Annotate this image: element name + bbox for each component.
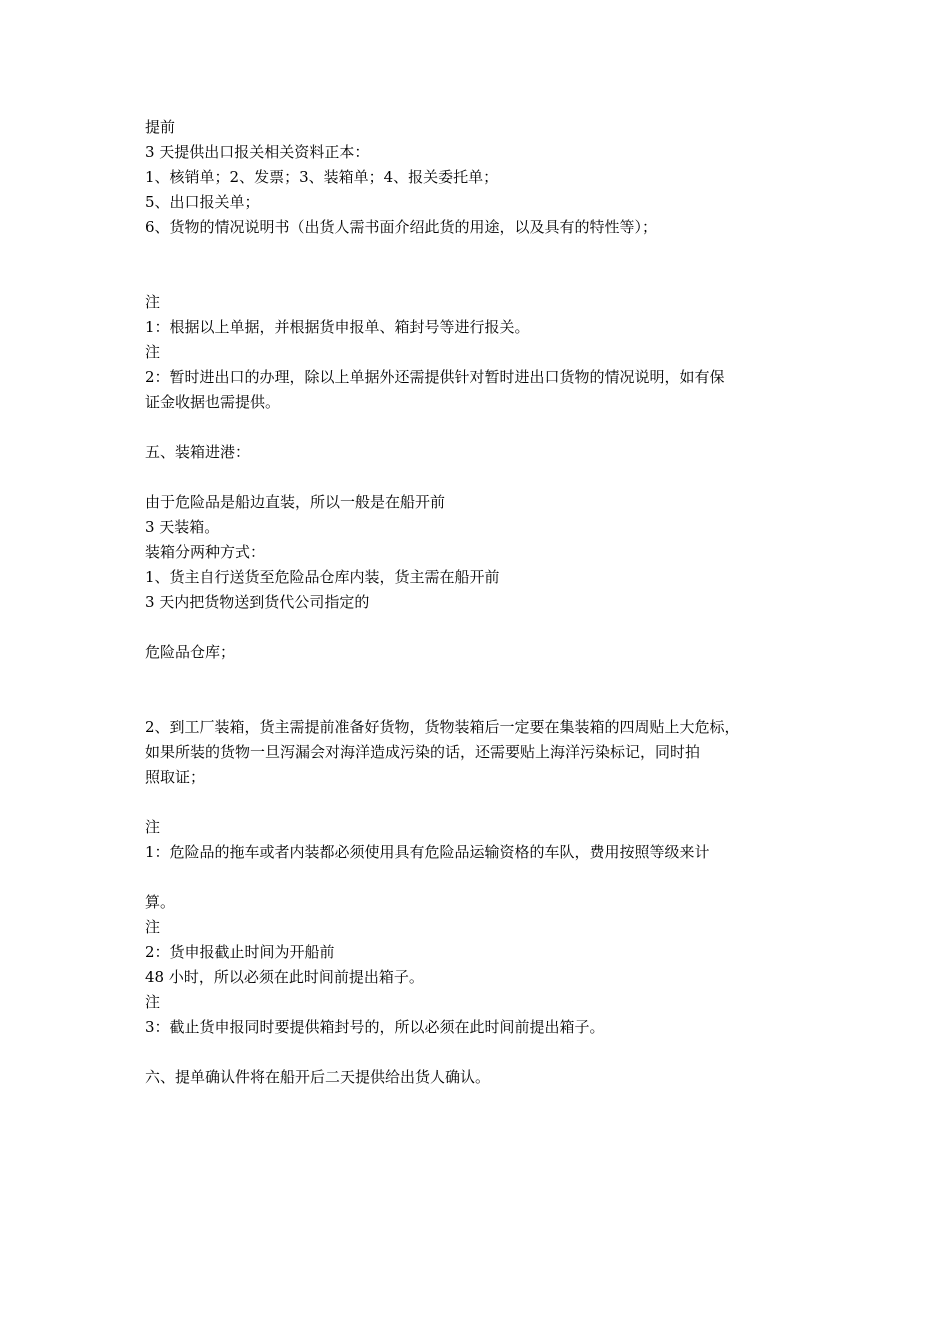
- note-label: 注: [145, 343, 161, 361]
- text-line: 3 天提供出口报关相关资料正本：: [145, 143, 370, 161]
- text-line: 3 天内把货物送到货代公司指定的: [145, 593, 370, 611]
- text-line: 装箱分两种方式：: [145, 543, 266, 561]
- text-line: 2：货申报截止时间为开船前: [145, 943, 335, 961]
- text-line: 1、核销单；2、发票；3、装箱单；4、报关委托单；: [145, 168, 499, 186]
- text-line: 算。: [145, 893, 176, 911]
- note-label: 注: [145, 818, 161, 836]
- text-line: 1：危险品的拖车或者内装都必须使用具有危险品运输资格的车队，费用按照等级来计: [145, 843, 710, 861]
- text-line: 照取证；: [145, 768, 206, 786]
- text-line: 3 天装箱。: [145, 518, 220, 536]
- text-line: 提前: [145, 118, 176, 136]
- text-line: 6、货物的情况说明书（出货人需书面介绍此货的用途，以及具有的特性等）；: [145, 218, 658, 236]
- text-line: 危险品仓库；: [145, 643, 236, 661]
- note-label: 注: [145, 993, 161, 1011]
- text-line: 2：暂时进出口的办理，除以上单据外还需提供针对暂时进出口货物的情况说明，如有保: [145, 368, 725, 386]
- text-line: 1：根据以上单据，并根据货申报单、箱封号等进行报关。: [145, 318, 530, 336]
- section-heading: 五、装箱进港：: [145, 443, 251, 461]
- note-label: 注: [145, 293, 161, 311]
- text-line: 证金收据也需提供。: [145, 393, 281, 411]
- note-label: 注: [145, 918, 161, 936]
- text-line: 1、货主自行送货至危险品仓库内装，货主需在船开前: [145, 568, 500, 586]
- text-line: 3：截止货申报同时要提供箱封号的，所以必须在此时间前提出箱子。: [145, 1018, 605, 1036]
- text-line: 5、出口报关单；: [145, 193, 260, 211]
- text-line: 2、到工厂装箱，货主需提前准备好货物，货物装箱后一定要在集装箱的四周贴上大危标，: [145, 718, 740, 736]
- text-line: 如果所装的货物一旦泻漏会对海洋造成污染的话，还需要贴上海洋污染标记，同时拍: [145, 743, 701, 761]
- text-line: 由于危险品是船边直装，所以一般是在船开前: [145, 493, 446, 511]
- text-line: 48 小时，所以必须在此时间前提出箱子。: [145, 968, 424, 986]
- section-heading: 六、提单确认件将在船开后二天提供给出货人确认。: [145, 1068, 491, 1086]
